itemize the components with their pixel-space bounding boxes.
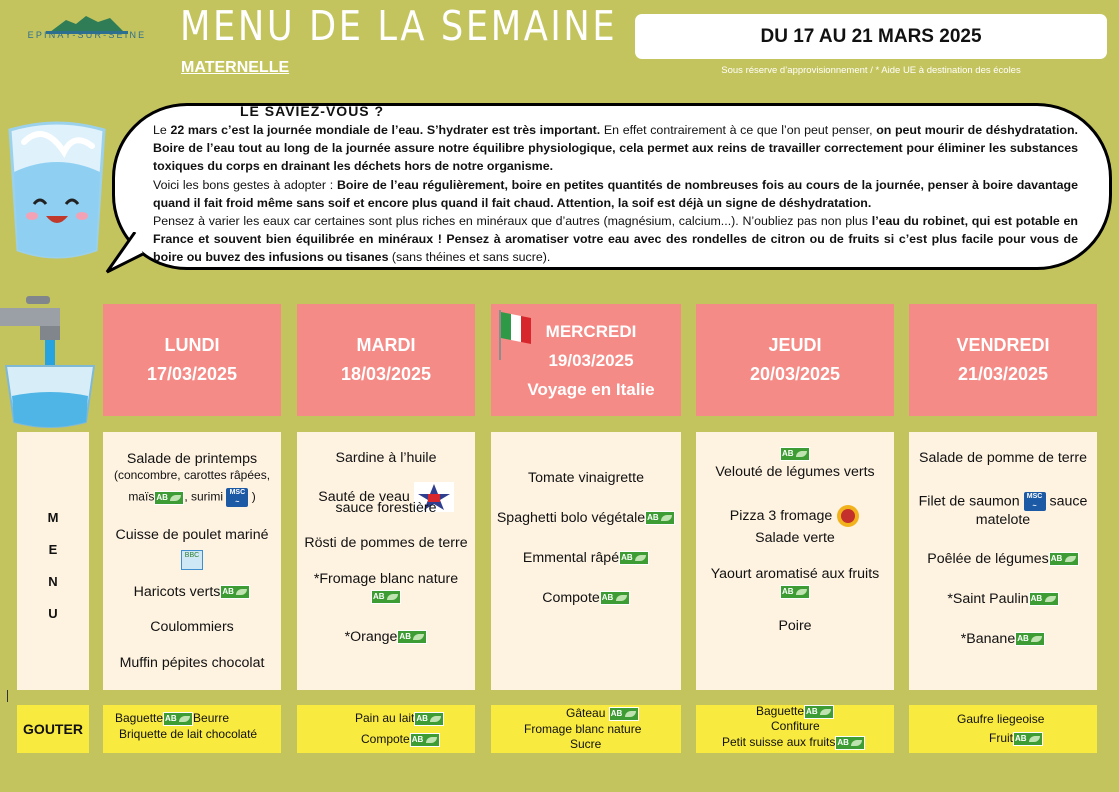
gouter-text: Gâteau <box>566 706 606 720</box>
menu-cell-lundi <box>103 432 281 690</box>
gouter-text: Petit suisse aux fruits <box>722 735 836 749</box>
gouter-text: Fruit <box>989 731 1013 745</box>
gouter-item <box>566 706 639 721</box>
menu-item <box>491 510 681 526</box>
menu-item-text: *Orange <box>344 629 398 645</box>
menu-item-text: Compote <box>542 590 600 606</box>
gouter-text: Pain au lait <box>355 711 415 725</box>
organic-ab-icon <box>835 736 865 750</box>
organic-ab-icon <box>780 447 810 461</box>
bubble-tail <box>105 232 145 276</box>
info-text-run: Boire de l’eau régulièrement, boire en petites quantités de nombreuses fois au cours de la journée, penser à boire davantage quand il fait froid même sans soif et encore plus quand il fait chaud. Attention, la soif est déjà un signe de déshydratation. <box>153 177 1078 210</box>
menu-cell-vendredi <box>909 432 1097 690</box>
day-name: MARDI <box>356 335 416 355</box>
menu-item: Salade de printemps <box>126 451 258 467</box>
gouter-row-label: GOUTER <box>17 705 89 753</box>
gouter-item <box>361 732 440 747</box>
gouter-cell-jeudi <box>696 705 894 753</box>
menu-item <box>909 631 1097 647</box>
ingredient: ) <box>251 489 256 504</box>
menu-item-badge <box>103 545 281 570</box>
menu-item: Muffin pépites chocolat <box>119 655 265 671</box>
menu-item-text: Pizza 3 fromage <box>729 507 833 524</box>
menu-cell-mardi <box>297 432 475 690</box>
menu-item-text: *Saint Paulin <box>947 591 1029 607</box>
menu-item: *Fromage blanc nature <box>313 571 459 587</box>
menu-item: Yaourt aromatisé aux fruits <box>710 566 880 582</box>
gouter-item: Briquette de lait chocolaté <box>119 727 258 741</box>
bleu-blanc-coeur-icon: BBC <box>181 550 203 570</box>
organic-ab-icon <box>1049 552 1079 566</box>
gouter-item <box>115 711 229 726</box>
info-paragraph-2 <box>153 176 1078 212</box>
organic-ab-icon <box>780 585 810 599</box>
menu-item <box>103 584 281 600</box>
organic-ab-icon <box>1013 732 1043 746</box>
menu-item-text: Haricots verts <box>133 584 221 600</box>
menu-item <box>297 629 475 645</box>
menu-item: Cuisse de poulet mariné <box>115 527 269 543</box>
gouter-item <box>355 711 444 726</box>
menu-item-badge <box>696 446 894 462</box>
info-text-run: Le <box>153 123 171 137</box>
info-text-run: Voici les bons gestes à adopter : <box>153 177 337 192</box>
day-date: 20/03/2025 <box>749 364 841 384</box>
menu-item: matelote <box>975 512 1031 528</box>
info-text-run: l’eau du robinet, qui est potable en France et souvent bien équilibrée en minéraux ! Pensez à aromatiser votre eau avec des rondelles de citron ou de fruits si c’est plus facile pour vous de boire ou buvez des infusions ou tisanes <box>153 214 1078 265</box>
logo-text: EPINAY-SUR-SEINE <box>27 30 147 40</box>
organic-ab-icon <box>410 733 440 747</box>
ingredient: maïs <box>128 489 155 504</box>
menu-item: Salade verte <box>755 530 835 546</box>
day-date: 19/03/2025 <box>548 350 634 370</box>
day-date: 17/03/2025 <box>146 364 238 384</box>
menu-item: Sardine à l’huile <box>335 450 437 466</box>
menu-item-text: Spaghetti bolo végétale <box>496 510 646 526</box>
menu-letter: U <box>48 606 58 621</box>
organic-ab-icon <box>397 630 427 644</box>
menu-item-text: Sauté de veau <box>318 488 410 505</box>
menu-item <box>909 492 1097 511</box>
gouter-item: Sucre <box>570 737 602 751</box>
info-text-run: 22 mars c’est la journée mondiale de l’eau. S’hydrater est très important. <box>170 123 601 137</box>
gouter-item <box>722 735 865 750</box>
day-name: JEUDI <box>768 335 822 355</box>
water-glass-mascot-icon <box>4 112 110 262</box>
day-header-lundi <box>103 304 281 416</box>
organic-ab-icon <box>1015 632 1045 646</box>
gouter-text: Baguette <box>756 704 805 718</box>
menu-letter: E <box>48 542 58 557</box>
menu-letter: M <box>47 510 59 525</box>
menu-item <box>909 551 1097 567</box>
organic-ab-icon <box>371 590 401 604</box>
info-paragraph-1 <box>153 121 1078 176</box>
water-tap-icon <box>0 296 100 432</box>
gouter-text: Baguette <box>115 711 164 725</box>
menu-item-text: *Banane <box>960 631 1016 647</box>
disclaimer: Sous réserve d’approvisionnement / * Aide UE à destination des écoles <box>721 65 1021 76</box>
menu-item: Poire <box>778 618 812 634</box>
organic-ab-icon <box>600 591 630 605</box>
menu-item: Rösti de pommes de terre <box>304 535 468 551</box>
gouter-item <box>989 731 1043 746</box>
day-header-vendredi <box>909 304 1097 416</box>
menu-item-text: Emmental râpé <box>522 550 620 566</box>
page-title: MENU DE LA SEMAINE <box>180 2 618 50</box>
msc-label-icon: MSC ~ <box>226 488 248 507</box>
gouter-item: Fromage blanc nature <box>524 722 642 736</box>
menu-cell-mercredi <box>491 432 681 690</box>
menu-item <box>909 591 1097 607</box>
menu-item-text: sauce <box>1049 493 1088 510</box>
organic-ab-icon <box>609 707 639 721</box>
menu-item: Velouté de légumes verts <box>715 464 875 480</box>
organic-ab-icon <box>154 491 184 505</box>
gouter-text: Beurre <box>193 711 230 725</box>
msc-label-icon: MSC ~ <box>1024 492 1046 511</box>
gouter-item <box>756 704 834 719</box>
page-subtitle: MATERNELLE <box>181 59 290 76</box>
info-text-run: on peut mourir de déshydratation. Boire de l’eau tout au long de la journée assure notre équilibre physiologique, cela permet aux reins de travailler correctement pour éliminer les substances toxiques du corps en drainant les déchets hors de notre organisme. <box>153 123 1079 174</box>
day-header-jeudi <box>696 304 894 416</box>
organic-ab-icon <box>163 712 193 726</box>
info-paragraph-3 <box>153 212 1078 267</box>
info-text-run: En effet contrairement à ce que l’on peut penser, <box>600 123 877 137</box>
date-range: DU 17 AU 21 MARS 2025 <box>635 14 1107 59</box>
italian-flag-icon <box>497 310 533 360</box>
menu-item: Tomate vinaigrette <box>528 470 644 486</box>
menu-item-text: Filet de saumon <box>918 493 1020 510</box>
day-date: 21/03/2025 <box>957 364 1049 384</box>
menu-item-detail <box>103 488 281 507</box>
day-date: 18/03/2025 <box>340 364 432 384</box>
organic-ab-icon <box>804 705 834 719</box>
info-title: LE SAVIEZ-VOUS ? <box>240 103 385 119</box>
organic-ab-icon <box>1029 592 1059 606</box>
menu-item-badge <box>297 589 475 605</box>
gouter-cell-mardi <box>297 705 475 753</box>
organic-ab-icon <box>645 511 675 525</box>
info-text <box>153 121 1078 267</box>
info-text-run: Pensez à varier les eaux car certaines sont plus riches en minéraux que d’autres (magnésium, calcium...). N’oubliez pas non plus <box>153 214 872 229</box>
gouter-cell-vendredi <box>909 705 1097 753</box>
menu-item: Coulommiers <box>150 619 234 635</box>
menu-item-text: Poêlée de légumes <box>927 551 1049 567</box>
organic-ab-icon <box>619 551 649 565</box>
day-name: LUNDI <box>164 335 220 355</box>
info-text-run: (sans théines et sans sucre). <box>388 250 551 265</box>
day-header-mardi <box>297 304 475 416</box>
menu-row-label <box>17 432 89 690</box>
day-name: MERCREDI <box>545 321 637 341</box>
menu-item <box>696 504 894 528</box>
day-name: VENDREDI <box>956 335 1050 355</box>
menu-item: sauce forestière <box>335 500 437 516</box>
aop-label-icon <box>836 504 860 528</box>
ingredient: , surimi <box>184 489 223 504</box>
menu-item: Salade de pomme de terre <box>919 450 1087 466</box>
menu-item-badge <box>696 584 894 600</box>
menu-cell-jeudi <box>696 432 894 690</box>
gouter-cell-mercredi <box>491 705 681 753</box>
gouter-text: Compote <box>361 732 410 746</box>
gouter-item: Gaufre liegeoise <box>957 712 1045 726</box>
gouter-item: Confiture <box>771 719 820 733</box>
day-theme: Voyage en Italie <box>527 379 655 399</box>
menu-item <box>491 550 681 566</box>
menu-letter: N <box>48 574 58 589</box>
organic-ab-icon <box>220 585 250 599</box>
menu-item-detail: (concombre, carottes râpées, <box>113 468 271 482</box>
text-cursor <box>7 690 8 702</box>
organic-ab-icon <box>414 712 444 726</box>
gouter-cell-lundi <box>103 705 281 753</box>
menu-item <box>491 590 681 606</box>
